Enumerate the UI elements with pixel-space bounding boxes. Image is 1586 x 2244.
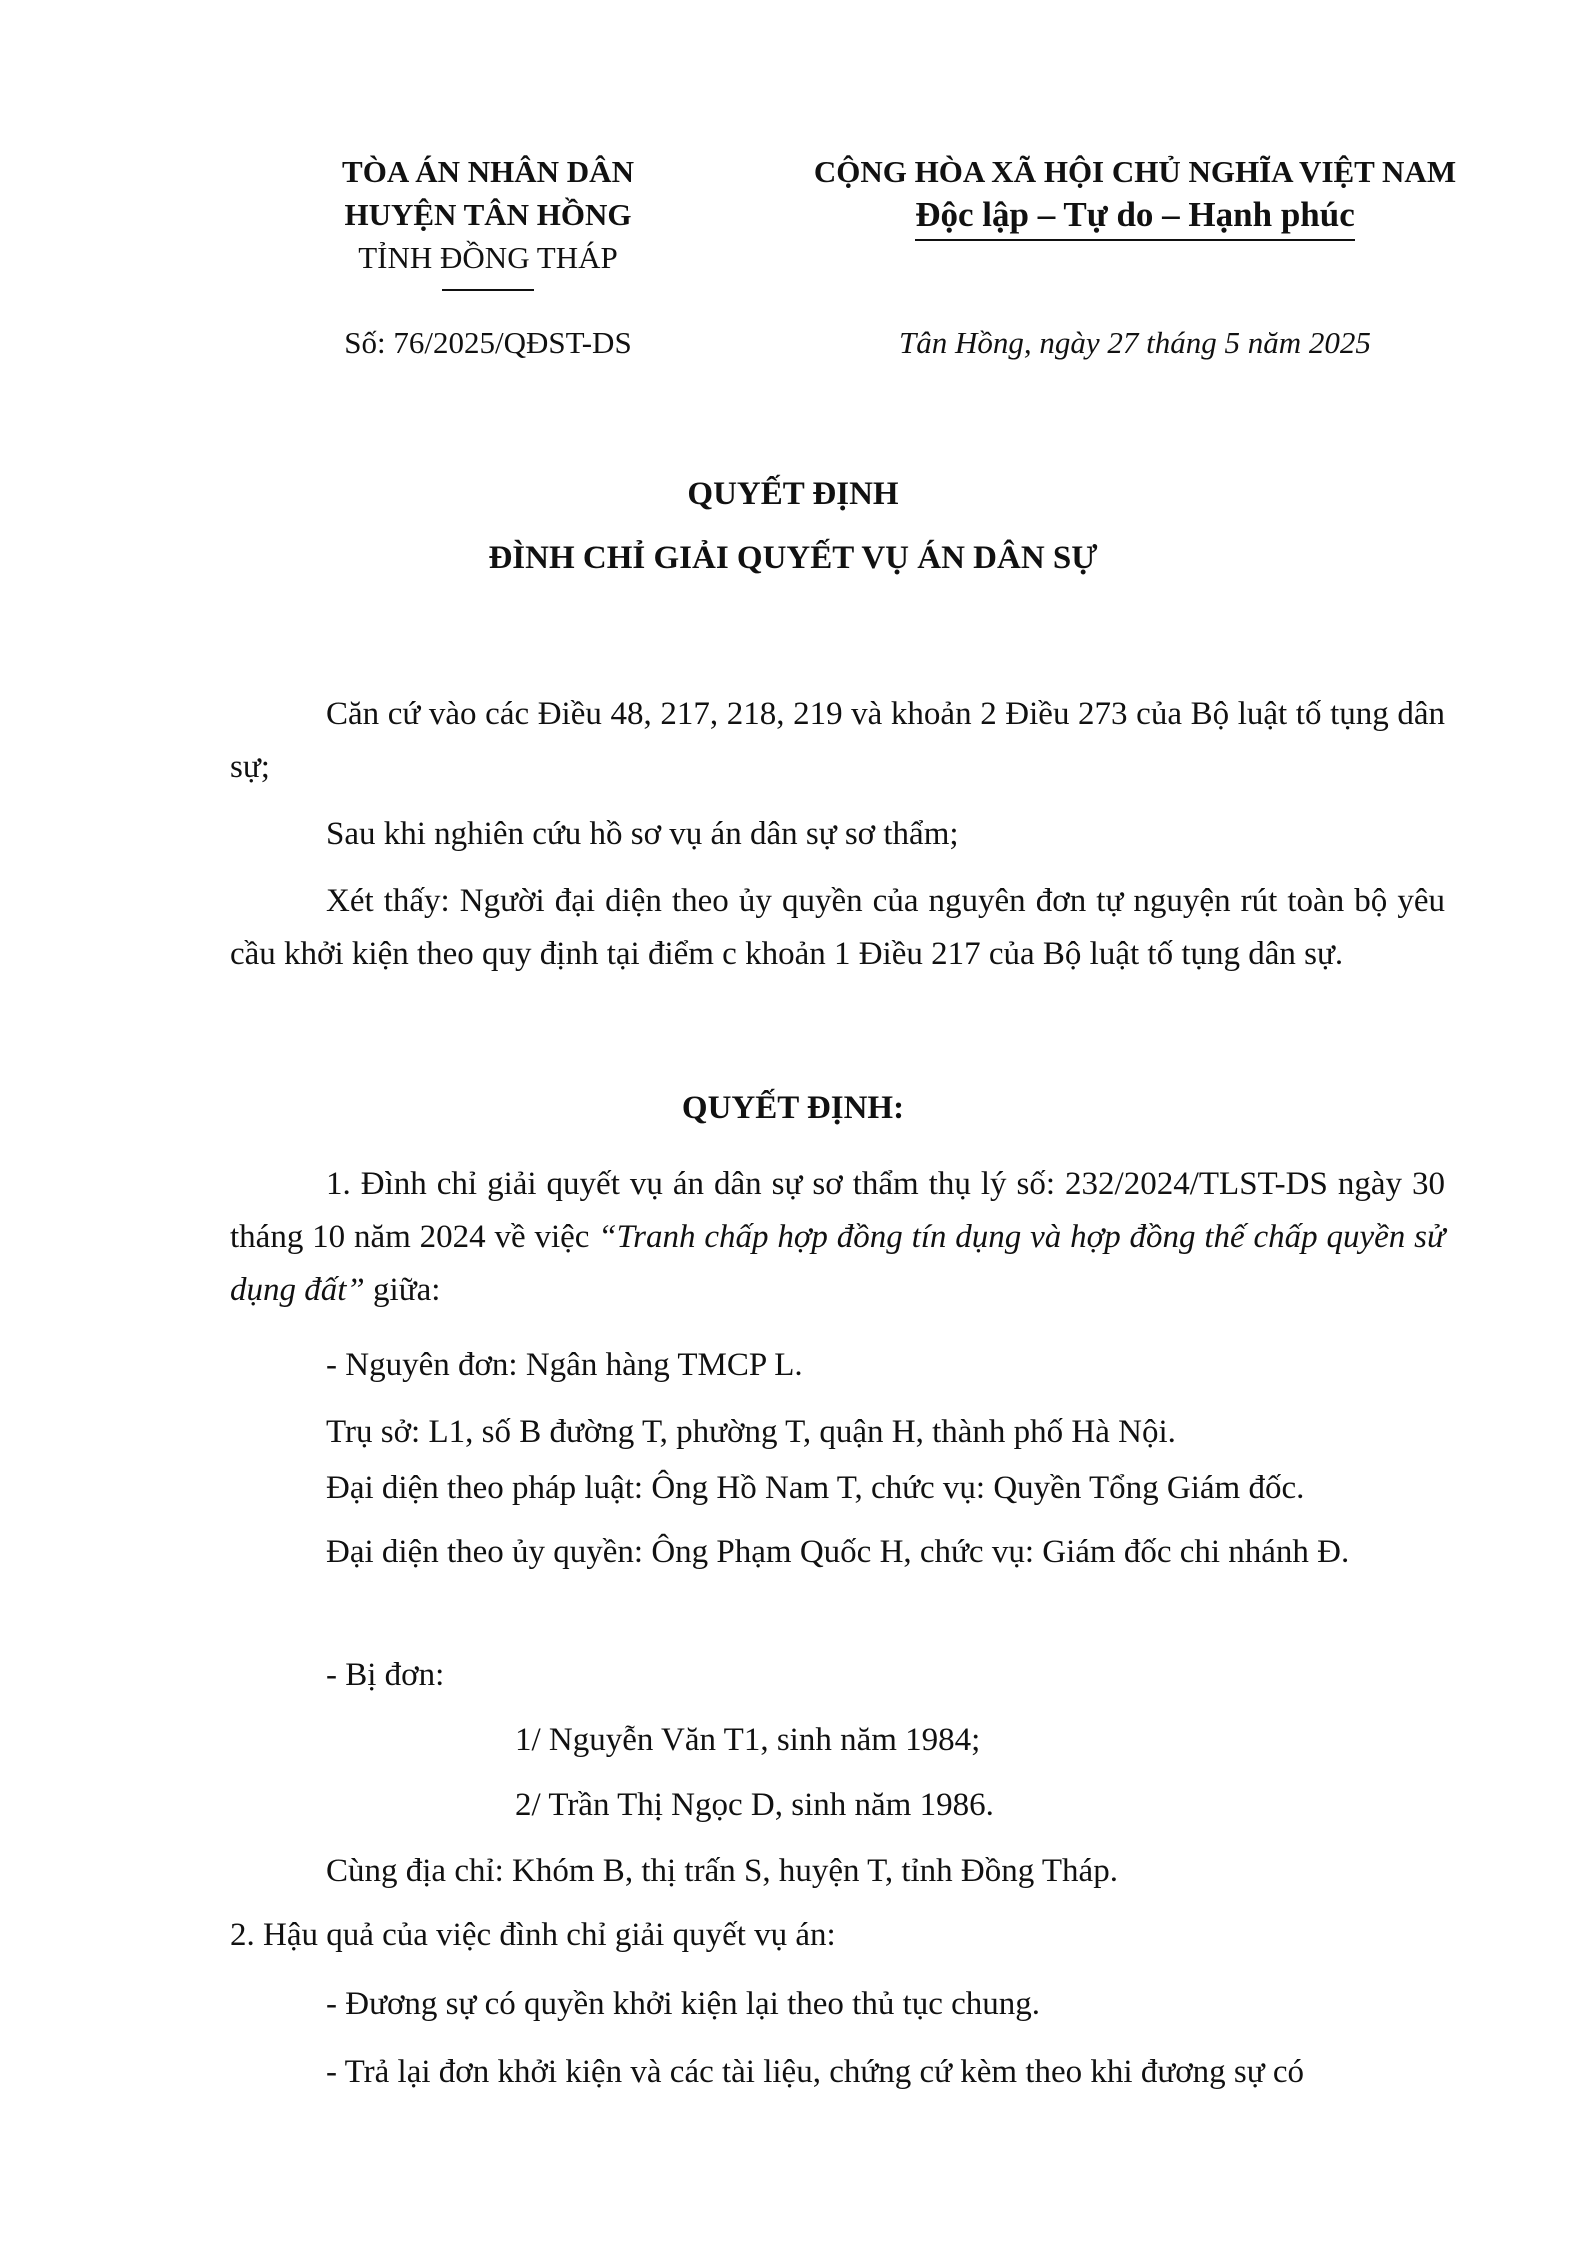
consequence-1: - Đương sự có quyền khởi kiện lại theo thủ tục chung. [326, 1986, 1041, 2022]
defendant-label: - Bị đơn: [326, 1657, 445, 1693]
consequence-2: - Trả lại đơn khởi kiện và các tài liệu, chứng cứ kèm theo khi đương sự có [326, 2054, 1305, 2090]
legal-representative: Đại diện theo pháp luật: Ông Hồ Nam T, chức vụ: Quyền Tổng Giám đốc. [326, 1470, 1305, 1506]
defendant-2: 2/ Trần Thị Ngọc D, sinh năm 1986. [515, 1787, 994, 1823]
authorized-representative: Đại diện theo ủy quyền: Ông Phạm Quốc H, chức vụ: Giám đốc chi nhánh Đ. [326, 1534, 1350, 1570]
header-divider [442, 289, 534, 291]
item1-suffix: giữa: [364, 1272, 441, 1308]
item1-prefix: 1. Đình chỉ giải quyết vụ án dân sự sơ thẩm thụ lý số: 232/2024/TLST-DS ngày 30 tháng 10 năm 2024 về việc [230, 1166, 1445, 1255]
court-header [318, 150, 658, 291]
defendant-1: 1/ Nguyễn Văn T1, sinh năm 1984; [515, 1722, 981, 1758]
country-name: CỘNG HÒA XÃ HỘI CHỦ NGHĨA VIỆT NAM [813, 154, 1457, 189]
document-date: Tân Hồng, ngày 27 tháng 5 năm 2025 [899, 325, 1371, 360]
research-paragraph: Sau khi nghiên cứu hồ sơ vụ án dân sự sơ thẩm; [326, 816, 959, 852]
court-name-line1: TÒA ÁN NHÂN DÂN [342, 154, 634, 189]
national-header [790, 150, 1480, 241]
court-province: TỈNH ĐỒNG THÁP [358, 240, 618, 275]
decision-item-2: 2. Hậu quả của việc đình chỉ giải quyết vụ án: [230, 1917, 836, 1953]
finding-paragraph: Xét thấy: Người đại diện theo ủy quyền của nguyên đơn tự nguyện rút toàn bộ yêu cầu khởi kiện theo quy định tại điểm c khoản 1 Điều 217 của Bộ luật tố tụng dân sự. [230, 883, 1445, 972]
court-name-line2: HUYỆN TÂN HỒNG [344, 197, 632, 232]
defendant-address: Cùng địa chỉ: Khóm B, thị trấn S, huyện T, tỉnh Đồng Tháp. [326, 1853, 1118, 1889]
document-title: QUYẾT ĐỊNH [687, 476, 899, 512]
case-title: “Tranh chấp hợp đồng tín dụng và hợp đồng thế chấp quyền sử dụng đất” [230, 1219, 1445, 1308]
legal-basis-paragraph: Căn cứ vào các Điều 48, 217, 218, 219 và khoản 2 Điều 273 của Bộ luật tố tụng dân sự; [230, 696, 1445, 785]
national-motto: Độc lập – Tự do – Hạnh phúc [915, 193, 1355, 241]
decision-heading: QUYẾT ĐỊNH: [681, 1090, 905, 1126]
document-number: Số: 76/2025/QĐST-DS [344, 325, 632, 360]
motto-wrap [790, 193, 1480, 241]
plaintiff-line: - Nguyên đơn: Ngân hàng TMCP L. [326, 1347, 803, 1383]
decision-item-1 [230, 1158, 1445, 1317]
plaintiff-address: Trụ sở: L1, số B đường T, phường T, quận H, thành phố Hà Nội. [326, 1414, 1176, 1450]
document-subtitle: ĐÌNH CHỈ GIẢI QUYẾT VỤ ÁN DÂN SỰ [488, 540, 1098, 576]
